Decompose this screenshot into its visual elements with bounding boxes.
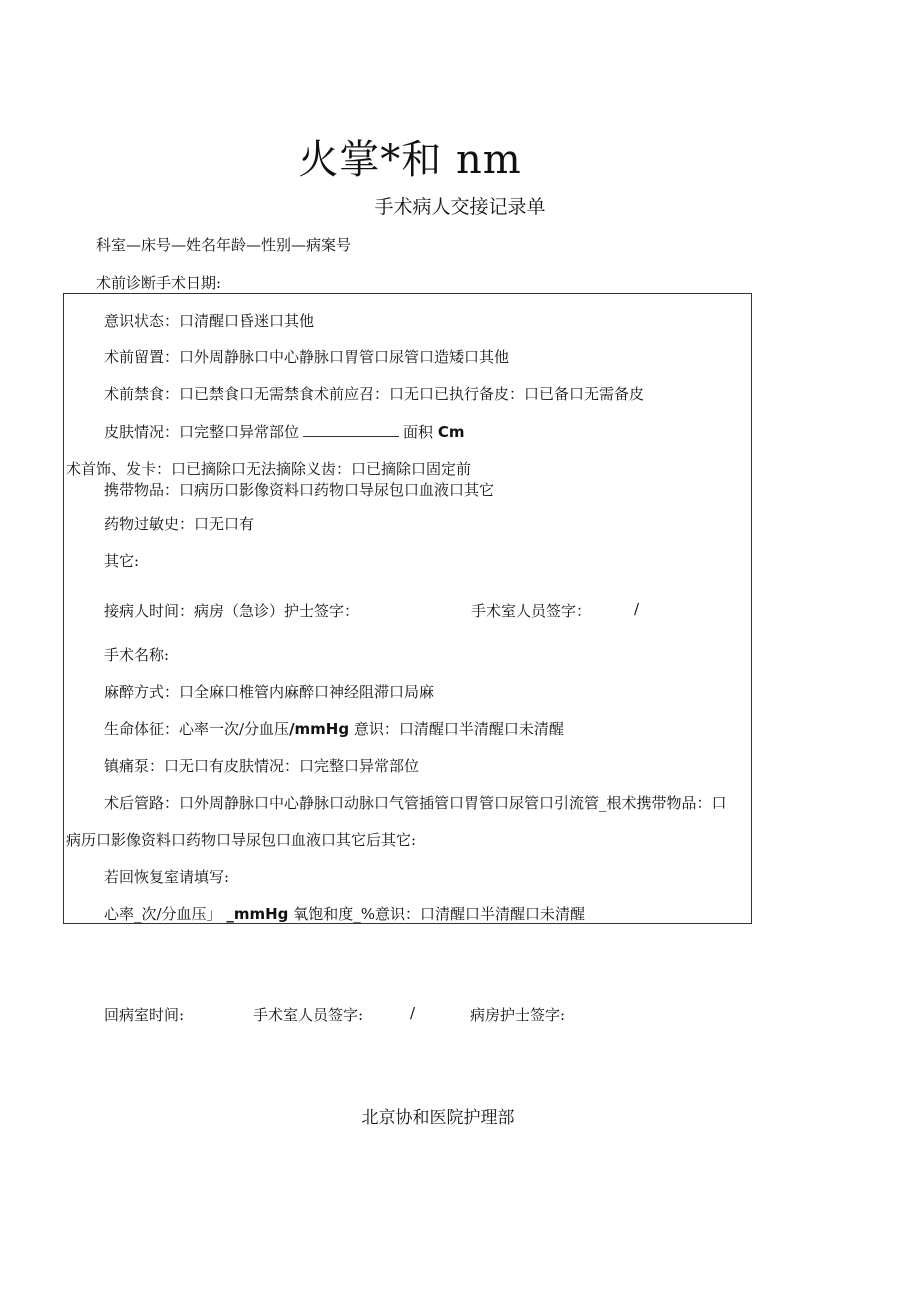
postop-lines-field: 术后管路：口外周静脉口中心静脉口动脉口气管插管口胃管口尿管口引流管_根术携带物品：口: [104, 794, 727, 812]
recovery-vitals-field: [104, 903, 585, 924]
recovery-note: 若回恢复室请填写:: [104, 868, 230, 886]
return-sign-slash: /: [410, 1004, 416, 1022]
skin-area-label: 面积: [403, 423, 434, 441]
vitals-field: [104, 718, 564, 739]
skin-site-blank: [303, 424, 399, 437]
other-field: 其它:: [104, 552, 140, 570]
vitals-consciousness: 意识：口清醒口半清醒口未清醒: [353, 720, 564, 738]
or-staff-sign-field: 手术室人员签字：: [471, 602, 592, 620]
allergy-field: 药物过敏史：口无口有: [104, 515, 255, 533]
recovery-vitals-unit: _mmHg: [226, 905, 289, 923]
consciousness-field: 意识状态：口清醒口昏迷口其他: [104, 312, 315, 330]
skin-area-unit: Cm: [437, 423, 465, 441]
receive-time-field: 接病人时间：病房（急诊）护士签字：: [104, 602, 360, 620]
jewelry-field: 术首饰、发卡：口已摘除口无法摘除义齿：口已摘除口固定前: [66, 460, 472, 478]
postop-items-field: 病历口影像资料口药物口导尿包口血液口其它后其它:: [66, 831, 417, 849]
ward-nurse-sign: 病房护士签字:: [470, 1006, 566, 1024]
form-title: 手术病人交接记录单: [374, 196, 546, 218]
fasting-field: 术前禁食：口已禁食口无需禁食术前应召：口无口已执行备皮：口已备口无需备皮: [104, 385, 645, 403]
sign-slash: /: [634, 600, 640, 618]
recovery-vitals-rest: 氧饱和度_%意识：口清醒口半清醒口未清醒: [293, 905, 585, 923]
belongings-field: 携带物品：口病历口影像资料口药物口导尿包口血液口其它: [104, 481, 495, 499]
vitals-label: 生命体征：心率一次/分血压: [104, 720, 290, 738]
return-or-staff-sign: 手术室人员签字:: [253, 1006, 364, 1024]
preop-lines-field: 术前留置：口外周静脉口中心静脉口胃管口尿管口造矮口其他: [104, 348, 510, 366]
vitals-unit: /mmHg: [289, 720, 350, 738]
document-logo-title: 火掌*和 nm: [298, 137, 522, 183]
surgery-name-field: 手术名称:: [104, 646, 170, 664]
diagnosis-date-line: 术前诊断手术日期:: [96, 274, 222, 292]
footer-organization: 北京协和医院护理部: [361, 1108, 515, 1128]
recovery-vitals-label: 心率_次/分血压」: [104, 905, 222, 923]
pain-pump-field: 镇痛泵：口无口有皮肤情况：口完整口异常部位: [104, 757, 420, 775]
skin-condition-field: [104, 421, 464, 442]
patient-info-line: 科室—床号—姓名年龄—性别—病案号: [96, 236, 352, 254]
return-time-field: 回病室时间:: [104, 1006, 185, 1024]
anesthesia-field: 麻醉方式：口全麻口椎管内麻醉口神经阻滞口局麻: [104, 683, 435, 701]
skin-condition-label: 皮肤情况：口完整口异常部位: [104, 423, 300, 441]
